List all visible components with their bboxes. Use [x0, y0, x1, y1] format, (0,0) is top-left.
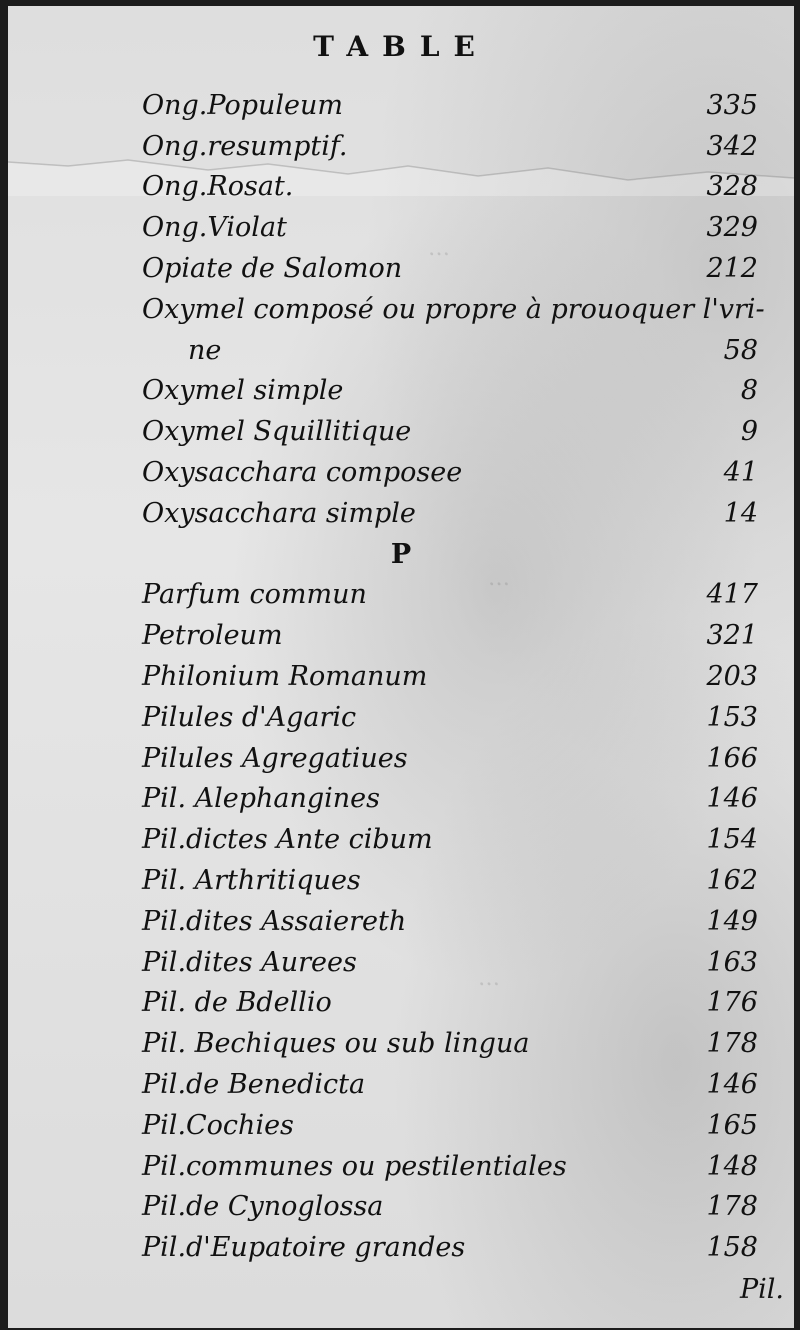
entry-name: Ong.Violat: [142, 212, 287, 244]
entry-name: Pilules d'Agaric: [142, 701, 357, 733]
entry-page-number: 163: [706, 946, 758, 978]
index-entry: [8, 1106, 794, 1147]
index-entry: [8, 1188, 794, 1229]
entry-page-number: 321: [706, 620, 758, 652]
entry-name: Ong.Rosat.: [142, 171, 294, 203]
running-head: TABLE: [313, 30, 489, 63]
index-entry: [8, 984, 794, 1025]
entry-page-number: 8: [740, 375, 758, 407]
entry-page-number: 212: [706, 252, 758, 284]
bleed-through-text: …: [478, 966, 500, 991]
index-entry: [8, 902, 794, 943]
entry-name: Pil. Alephangines: [142, 783, 381, 815]
entry-name: Pil.de Cynoglossa: [142, 1191, 384, 1223]
index-entry: [8, 698, 794, 739]
entry-page-number: 166: [706, 742, 758, 774]
entry-name: Oxymel Squillitique: [142, 416, 412, 448]
entry-name: Oxysacchara composee: [142, 456, 463, 488]
section-letter: P: [390, 538, 412, 570]
index-entry: [8, 943, 794, 984]
entry-name: Pil.dites Aurees: [142, 946, 357, 978]
entry-page-number: 417: [706, 579, 758, 611]
entry-page-number: 9: [740, 416, 758, 448]
index-entry: [8, 616, 794, 657]
entry-page-number: 329: [706, 212, 758, 244]
entry-name: Pil.dites Assaiereth: [142, 905, 407, 937]
entry-page-number: 176: [706, 987, 758, 1019]
index-entry: [8, 86, 794, 127]
entry-page-number: 342: [706, 130, 758, 162]
index-entry: [8, 1147, 794, 1188]
entry-name: Pil.Cochies: [142, 1109, 294, 1141]
index-entry: [8, 780, 794, 821]
index-entry: [8, 1024, 794, 1065]
entry-page-number: 158: [706, 1232, 758, 1264]
entry-name: Pil. Bechiques ou sub lingua: [142, 1028, 530, 1060]
entry-page-number: 148: [706, 1150, 758, 1182]
index-entry: [8, 1065, 794, 1106]
index-entry: [8, 861, 794, 902]
entry-page-number: 335: [706, 89, 758, 121]
index-entry: [8, 739, 794, 780]
entry-name: Oxymel simple: [142, 375, 344, 407]
book-page: [8, 6, 794, 1328]
bleed-through-text: …: [488, 566, 510, 591]
index-entry: [8, 657, 794, 698]
index-entry: [8, 127, 794, 168]
index-entry: [8, 168, 794, 209]
entry-page-number: 153: [706, 701, 758, 733]
index-entry: [8, 372, 794, 413]
entry-page-number: 146: [706, 1068, 758, 1100]
entry-page-number: 328: [706, 171, 758, 203]
entry-name: Pilules Agregatiues: [142, 742, 408, 774]
entry-page-number: 58: [723, 334, 758, 366]
entry-name: Pil. Arthritiques: [142, 864, 361, 896]
entry-name: Pil.communes ou pestilentiales: [142, 1150, 567, 1182]
entry-name: ne: [188, 334, 222, 366]
bleed-through-text: …: [428, 236, 450, 261]
index-entries: [8, 86, 794, 1269]
entry-page-number: 178: [706, 1028, 758, 1060]
index-entry: [8, 576, 794, 617]
index-entry-continuation: [8, 331, 794, 372]
index-entry: [8, 208, 794, 249]
section-letter-heading: [8, 535, 794, 576]
entry-page-number: 162: [706, 864, 758, 896]
index-entry: [8, 412, 794, 453]
entry-page-number: 154: [706, 824, 758, 856]
entry-name: Pil.d'Eupatoire grandes: [142, 1232, 466, 1264]
entry-page-number: 14: [723, 497, 758, 529]
entry-name: Parfum commun: [142, 579, 367, 611]
catchword: Pil.: [739, 1274, 784, 1305]
index-entry: [8, 290, 794, 331]
entry-name: Philonium Romanum: [142, 660, 428, 692]
index-entry: [8, 249, 794, 290]
entry-name: Petroleum: [142, 620, 283, 652]
entry-name: Oxysacchara simple: [142, 497, 416, 529]
entry-page-number: 41: [723, 456, 758, 488]
entry-name: Pil.de Benedicta: [142, 1068, 366, 1100]
entry-name: Ong.resumptif.: [142, 130, 348, 162]
index-entry: [8, 1228, 794, 1269]
entry-name: Pil. de Bdellio: [142, 987, 332, 1019]
entry-name: Oxymel composé ou propre à prouoquer l'vri-: [142, 293, 765, 325]
entry-name: Opiate de Salomon: [142, 252, 403, 284]
index-entry: [8, 820, 794, 861]
entry-page-number: 165: [706, 1109, 758, 1141]
entry-name: Pil.dictes Ante cibum: [142, 824, 433, 856]
index-entry: [8, 494, 794, 535]
entry-page-number: 149: [706, 905, 758, 937]
entry-page-number: 178: [706, 1191, 758, 1223]
entry-name: Ong.Populeum: [142, 89, 343, 121]
entry-page-number: 203: [706, 660, 758, 692]
index-entry: [8, 453, 794, 494]
entry-page-number: 146: [706, 783, 758, 815]
